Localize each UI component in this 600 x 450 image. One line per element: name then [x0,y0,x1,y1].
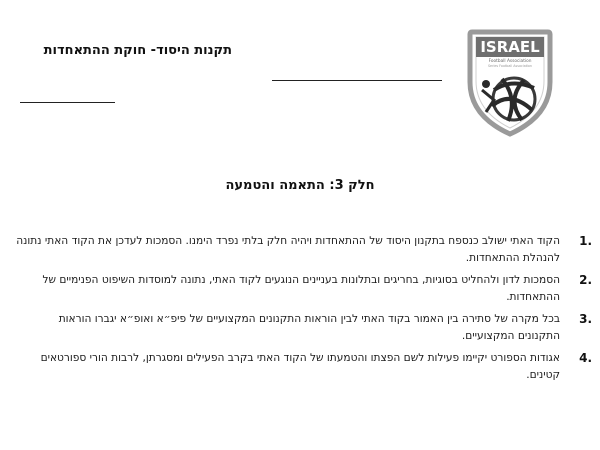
item-text: הקוד האתי ישולב כנספח בתקנון היסוד של ההתאחדות ויהיה חלק בלתי נפרד הימנו. הסמכות לעדכן את הקוד האתי נתונה להנהלת ההתאחדות. [16,235,560,264]
signature-line-top [272,80,442,81]
list-item [16,233,592,267]
logo-subtitle: Football Association [488,59,532,64]
item-text: בכל מקרה של סתירה בין האמור בקוד האתי לבין הוראות התקנונים המקצועיים של פיפ״א ואופ״א יגברו הוראות התקנונים המקצועיים. [58,313,560,342]
item-number: .3 [579,312,592,326]
logo-wordmark: ISRAEL [480,38,540,56]
section-title: חלק 3: התאמה והטמעה [225,178,375,193]
israel-football-association-logo [462,24,558,138]
item-text: אגודות הספורט יקיימו פעילות לשם הפצתו והטמעתו של הקוד האתי בקרב הפעילים ומסגרתן, לרבות הורי ספורטאים קטינים. [40,352,560,381]
list-item [16,272,592,306]
item-number: .2 [579,273,592,287]
item-number: .4 [579,351,592,365]
signature-line-left [20,102,115,103]
items-list [16,233,592,389]
item-number: .1 [579,234,592,248]
item-text: הסמכות לדון ולהחליט בסוגיות, בחריגים ובתלונות בעניינים הנוגעים לקוד האתי, נתונה למוסדות השיפוט הפנימיים של ההתאחדות. [42,274,560,303]
list-item [16,311,592,345]
page-header-title: תקנות היסוד- חוקת ההתאחדות [43,43,232,58]
logo-subtitle-2: Series Football Association [487,64,533,68]
list-item [16,350,592,384]
